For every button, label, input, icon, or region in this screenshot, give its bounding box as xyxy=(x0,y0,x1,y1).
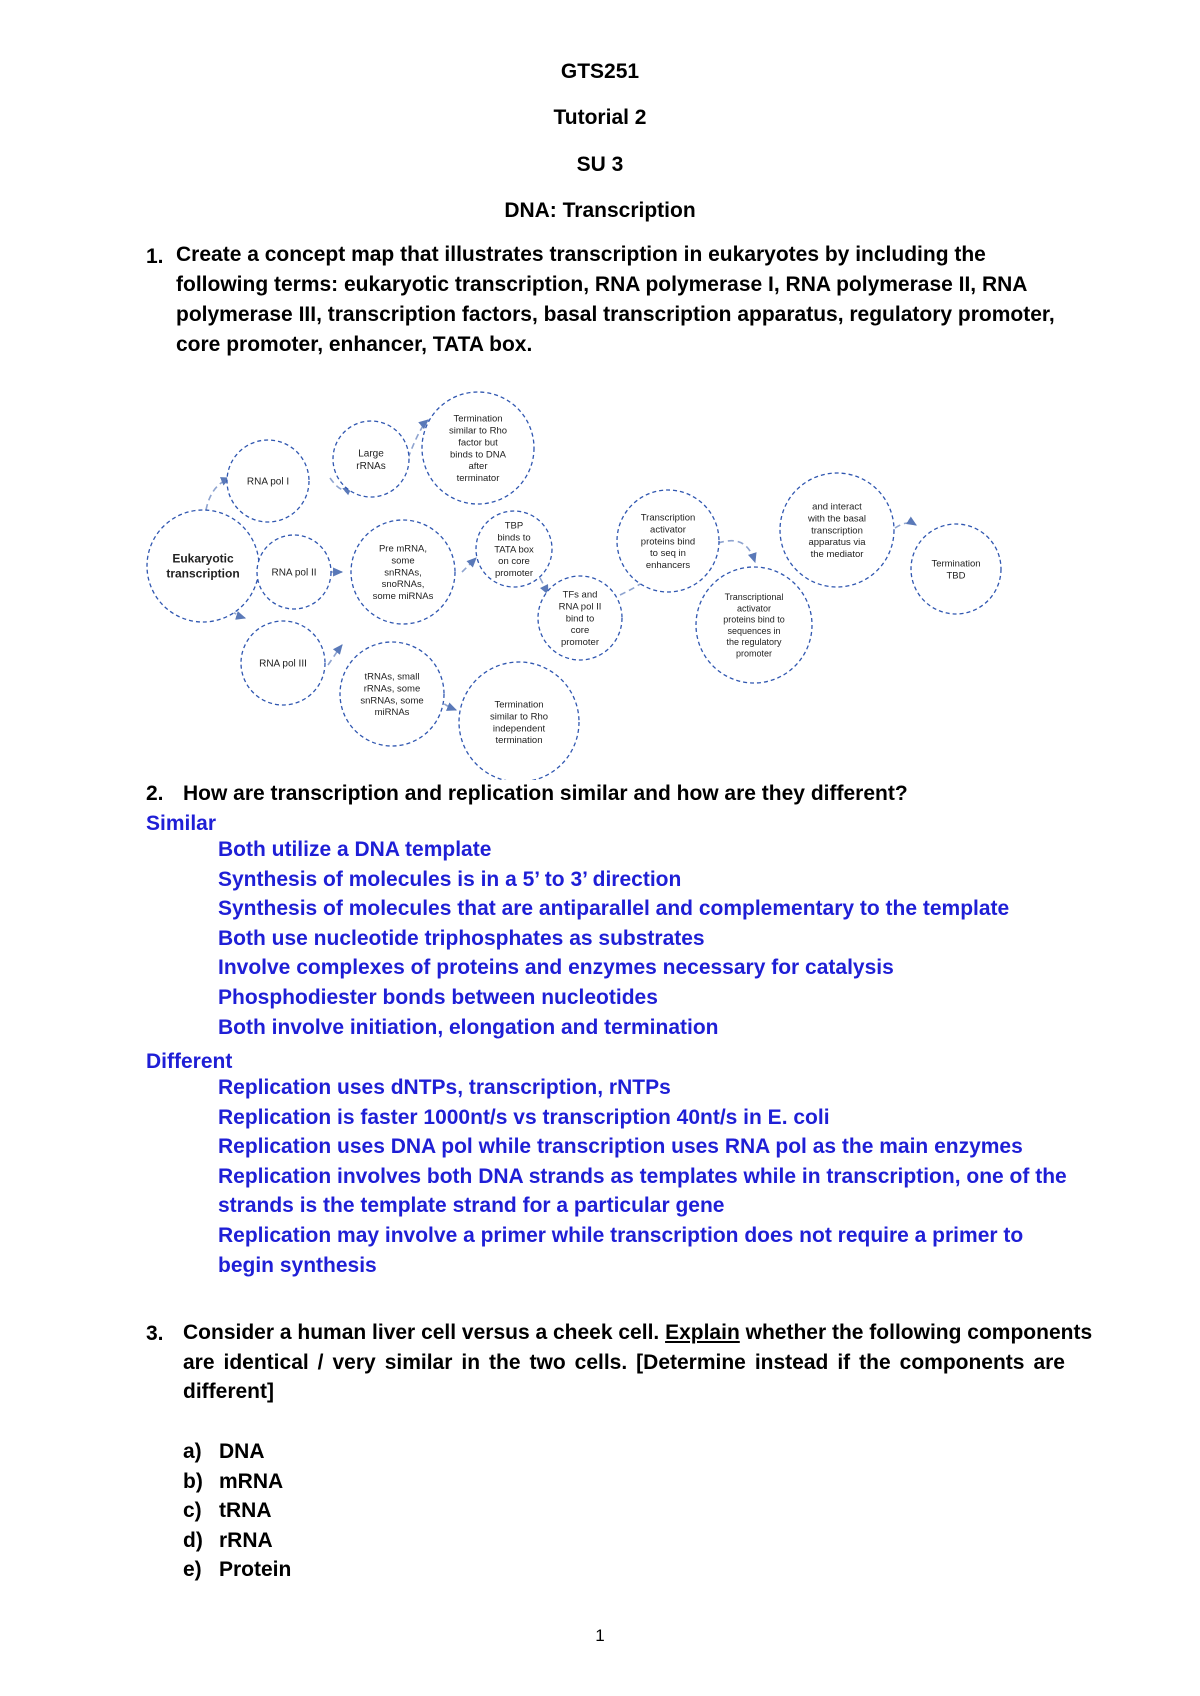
course-code: GTS251 xyxy=(560,60,640,83)
question-2: How are transcription and replication similar and how are they different? xyxy=(183,782,908,805)
question-3 xyxy=(183,1318,1093,1407)
concept-node-label: Large rRNAs xyxy=(356,448,386,472)
list-item xyxy=(183,1437,291,1467)
concept-node-label: and interact with the basal transcription apparatus via the mediator xyxy=(807,501,867,561)
tutorial-title: Tutorial 2 xyxy=(553,106,647,129)
concept-node-label: Termination similar to Rho factor but binds to DNA after terminator xyxy=(448,413,508,485)
different-item: Replication is faster 1000nt/s vs transcription 40nt/s in E. coli xyxy=(218,1105,830,1129)
connector-arrow xyxy=(895,523,916,528)
item-text: DNA xyxy=(219,1440,265,1463)
list-item xyxy=(183,1467,291,1497)
q2-number: 2. xyxy=(146,782,164,805)
question-1 xyxy=(176,240,1076,360)
different-item: Replication uses DNA pol while transcription uses RNA pol as the main enzymes xyxy=(218,1135,1023,1159)
concept-node-label: Pre mRNA, some snRNAs, snoRNAs, some miRNAs xyxy=(372,543,434,603)
q1-line: polymerase III, transcription factors, basal transcription apparatus, regulatory promoter, xyxy=(176,303,1055,326)
connector-arrow xyxy=(462,558,476,572)
similar-item: Both involve initiation, elongation and termination xyxy=(218,1015,719,1039)
q3-text: whether the following components xyxy=(745,1321,1093,1344)
q3-emphasis: Explain xyxy=(665,1321,740,1344)
topic-title: DNA: Transcription xyxy=(504,199,696,222)
similar-item: Both utilize a DNA template xyxy=(218,838,492,861)
page-number: 1 xyxy=(595,1626,605,1645)
q1-line: following terms: eukaryotic transcription, RNA polymerase I, RNA polymerase II, RNA xyxy=(176,273,1028,296)
concept-node-label: Termination TBD xyxy=(931,558,981,582)
similar-item: Synthesis of molecules is in a 5’ to 3’ direction xyxy=(218,867,682,891)
different-list xyxy=(218,1073,1067,1280)
list-item xyxy=(183,1526,291,1556)
connector-arrow xyxy=(328,645,342,665)
list-item xyxy=(183,1496,291,1526)
connector-arrow xyxy=(718,541,755,562)
item-text: Protein xyxy=(219,1558,292,1582)
concept-node-label: TBP binds to TATA box on core promoter xyxy=(494,520,534,580)
item-text: tRNA xyxy=(219,1499,272,1523)
concept-map xyxy=(0,380,1200,780)
similar-item: Phosphodiester bonds between nucleotides xyxy=(218,985,658,1009)
item-label: e) xyxy=(183,1558,202,1582)
q3-components xyxy=(183,1437,291,1585)
list-item xyxy=(183,1555,291,1585)
item-label: a) xyxy=(183,1440,202,1463)
different-item: Replication involves both DNA strands as templates while in transcription, one of the xyxy=(218,1164,1067,1188)
similar-heading: Similar xyxy=(146,812,217,835)
concept-node-label: Termination similar to Rho independent termination xyxy=(489,699,549,747)
different-heading: Different xyxy=(146,1050,233,1073)
q1-line: Create a concept map that illustrates transcription in eukaryotes by including the xyxy=(176,243,986,266)
different-item: Replication uses dNTPs, transcription, rNTPs xyxy=(218,1076,671,1099)
q1-number: 1. xyxy=(146,245,164,268)
q3-number: 3. xyxy=(146,1322,164,1345)
concept-node-label: Transcriptional activator proteins bind to sequences in the regulatory promoter xyxy=(723,592,785,659)
different-item: Replication may involve a primer while transcription does not require a primer to xyxy=(218,1223,1024,1247)
similar-item: Involve complexes of proteins and enzymes necessary for catalysis xyxy=(218,956,894,980)
item-text: mRNA xyxy=(219,1469,284,1493)
different-item: begin synthesis xyxy=(218,1253,377,1277)
concept-node-label: Transcription activator proteins bind to seq in enhancers xyxy=(640,512,696,572)
connector-arrow xyxy=(540,578,548,594)
study-unit: SU 3 xyxy=(576,153,624,176)
item-label: b) xyxy=(183,1469,203,1493)
similar-item: Both use nucleotide triphosphates as substrates xyxy=(218,926,705,950)
similar-list xyxy=(218,835,1009,1042)
concept-node-label: tRNAs, small rRNAs, some snRNAs, some miRNAs xyxy=(360,671,424,719)
q3-line: different] xyxy=(183,1380,274,1404)
q1-line: core promoter, enhancer, TATA box. xyxy=(176,333,533,356)
concept-node-label: RNA pol II xyxy=(271,567,317,579)
q3-line: are identical / very similar in the two cells. [Determine instead if the components are xyxy=(183,1350,1065,1374)
q3-text: Consider a human liver cell versus a cheek cell. xyxy=(183,1321,660,1344)
different-item: strands is the template strand for a particular gene xyxy=(218,1194,725,1218)
concept-node-label: RNA pol I xyxy=(246,476,290,488)
item-label: d) xyxy=(183,1528,203,1552)
concept-node-label: Eukaryotic transcription xyxy=(166,551,240,581)
concept-node-label: RNA pol III xyxy=(259,658,307,670)
item-text: rRNA xyxy=(219,1528,273,1552)
item-label: c) xyxy=(183,1499,202,1523)
similar-item: Synthesis of molecules that are antiparallel and complementary to the template xyxy=(218,897,1010,921)
concept-node-label: TFs and RNA pol II bind to core promoter xyxy=(558,589,602,649)
